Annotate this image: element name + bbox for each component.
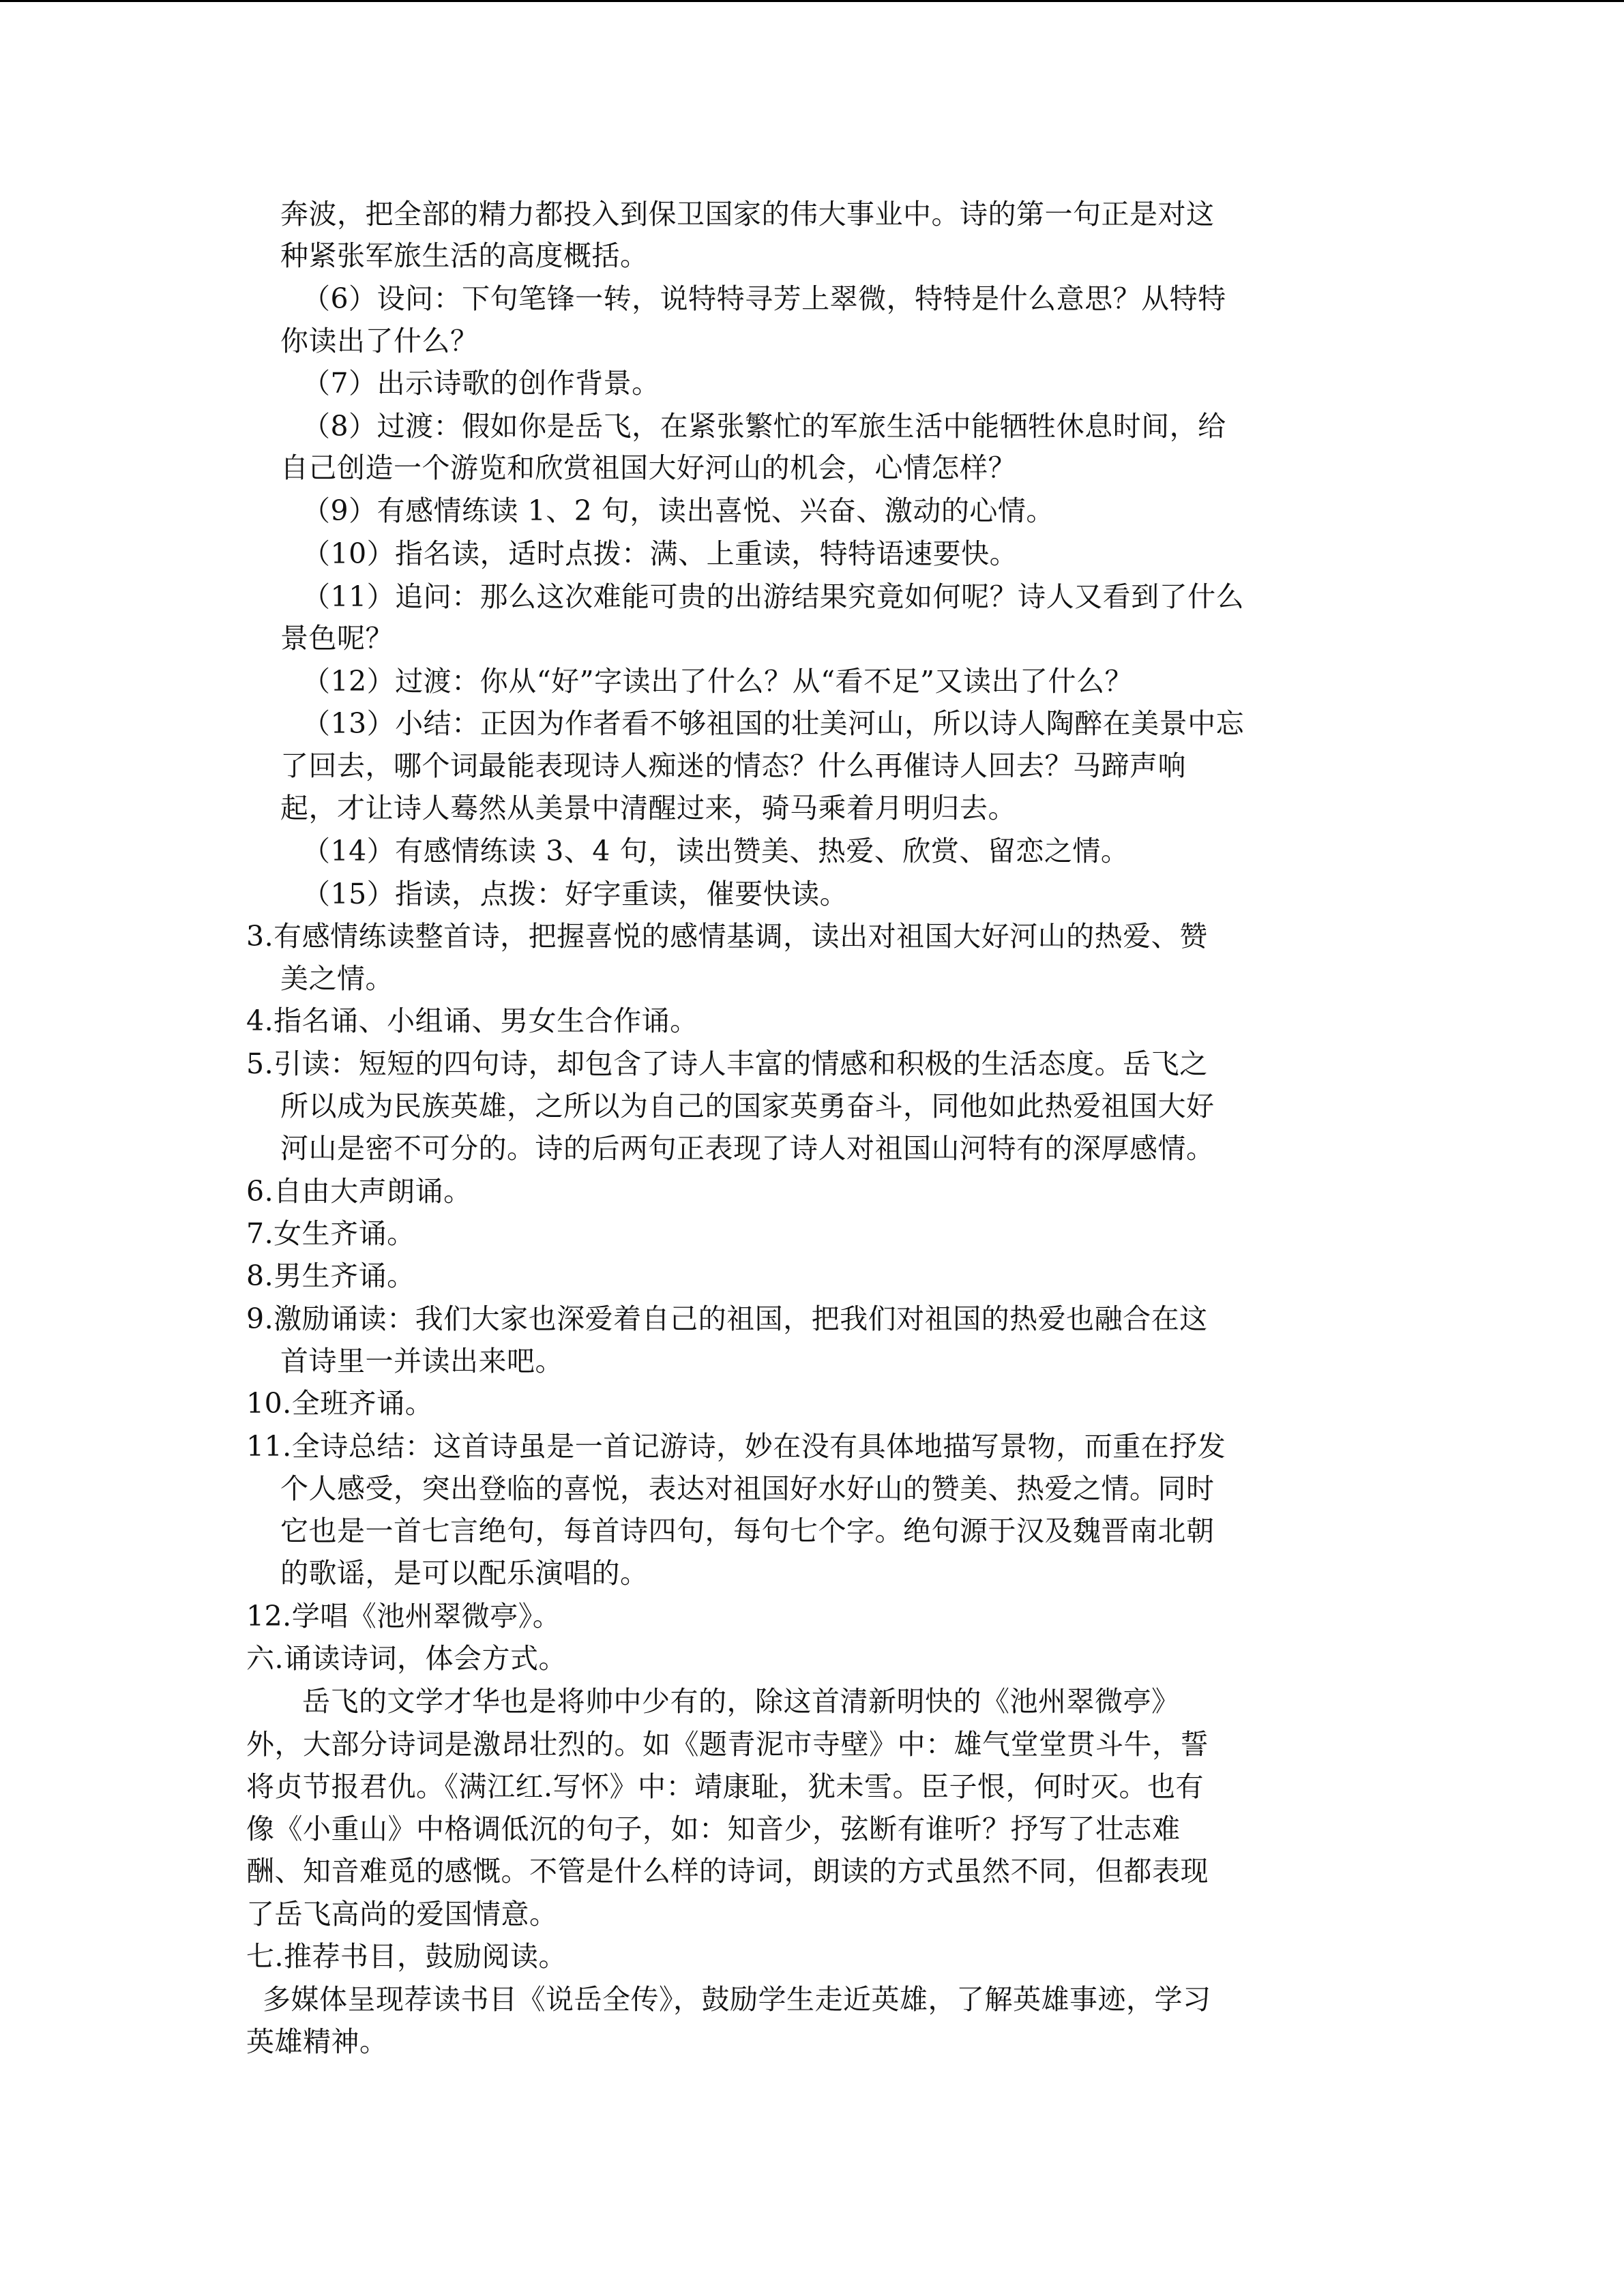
text-line: （11）追问：那么这次难能可贵的出游结果究竟如何呢？诗人又看到了什么 (302, 580, 1245, 613)
text-line: 景色呢？ (280, 622, 394, 655)
text-line: （7）出示诗歌的创作背景。 (302, 367, 660, 400)
text-line: 11.全诗总结：这首诗虽是一首记游诗，妙在没有具体地描写景物，而重在抒发 (246, 1430, 1226, 1463)
text-line: 首诗里一并读出来吧。 (280, 1345, 563, 1377)
text-line: 外，大部分诗词是激昂壮烈的。如《题青泥市寺壁》中：雄气堂堂贯斗牛，誓 (246, 1728, 1209, 1761)
section-heading: 七.推荐书目，鼓励阅读。 (246, 1940, 567, 1973)
text-line: （10）指名读，适时点拨：满、上重读，特特语速要快。 (302, 537, 1018, 570)
text-line: 了回去，哪个词最能表现诗人痴迷的情态？什么再催诗人回去？马蹄声响 (280, 749, 1186, 782)
text-line: 将贞节报君仇。《满江红.写怀》中：靖康耻，犹未雪。臣子恨，何时灭。也有 (246, 1770, 1205, 1803)
text-line: 河山是密不可分的。诗的后两句正表现了诗人对祖国山河特有的深厚感情。 (280, 1132, 1215, 1165)
text-line: 12.学唱《池州翠微亭》。 (246, 1600, 561, 1632)
text-line: 像《小重山》中格调低沉的句子，如：知音少，弦断有谁听？抒写了壮志难 (246, 1813, 1181, 1845)
text-line: （13）小结：正因为作者看不够祖国的壮美河山，所以诗人陶醉在美景中忘 (302, 707, 1245, 740)
text-line: 的歌谣，是可以配乐演唱的。 (280, 1557, 649, 1590)
text-line: 5.引读：短短的四句诗，却包含了诗人丰富的情感和积极的生活态度。岳飞之 (246, 1047, 1208, 1080)
text-line: （15）指读，点拨：好字重读，催要快读。 (302, 878, 848, 910)
text-line: 10.全班齐诵。 (246, 1387, 434, 1420)
text-line: 岳飞的文学才华也是将帅中少有的，除这首清新明快的《池州翠微亭》 (302, 1685, 1180, 1718)
text-line: （8）过渡：假如你是岳飞，在紧张繁忙的军旅生活中能牺牲休息时间，给 (302, 410, 1226, 443)
text-line: 英雄精神。 (246, 2025, 388, 2058)
text-line: 美之情。 (280, 962, 394, 995)
text-line: 8.男生齐诵。 (246, 1259, 415, 1292)
text-line: 个人感受，突出登临的喜悦，表达对祖国好水好山的赞美、热爱之情。同时 (280, 1472, 1215, 1505)
text-line: 了岳飞高尚的爱国情意。 (246, 1898, 558, 1930)
text-line: （9）有感情练读 1、2 句，读出喜悦、兴奋、激动的心情。 (302, 494, 1054, 527)
text-line: （6）设问：下句笔锋一转，说特特寻芳上翠微，特特是什么意思？从特特 (302, 282, 1226, 315)
text-line: 4.指名诵、小组诵、男女生合作诵。 (246, 1004, 698, 1037)
text-line: 奔波，把全部的精力都投入到保卫国家的伟大事业中。诗的第一句正是对这 (280, 198, 1215, 230)
text-line: （12）过渡：你从“好”字读出了什么？从“看不足”又读出了什么？ (302, 665, 1134, 698)
text-line: 酬、知音难觅的感慨。不管是什么样的诗词，朗读的方式虽然不同，但都表现 (246, 1855, 1209, 1888)
text-line: 自己创造一个游览和欣赏祖国大好河山的机会，心情怎样？ (280, 451, 1016, 484)
text-line: 9.激励诵读：我们大家也深爱着自己的祖国，把我们对祖国的热爱也融合在这 (246, 1302, 1208, 1335)
text-line: 起，才让诗人蓦然从美景中清醒过来，骑马乘着月明归去。 (280, 792, 1016, 824)
text-line: （14）有感情练读 3、4 句，读出赞美、热爱、欣赏、留恋之情。 (302, 835, 1130, 867)
text-line: 3.有感情练读整首诗，把握喜悦的感情基调，读出对祖国大好河山的热爱、赞 (246, 920, 1208, 953)
text-line: 你读出了什么？ (280, 325, 479, 357)
text-line: 它也是一首七言绝句，每首诗四句，每句七个字。绝句源于汉及魏晋南北朝 (280, 1515, 1215, 1547)
text-line: 7.女生齐诵。 (246, 1217, 415, 1250)
section-heading: 六.诵读诗词，体会方式。 (246, 1642, 567, 1675)
text-line: 种紧张军旅生活的高度概括。 (280, 239, 649, 272)
text-line: 所以成为民族英雄，之所以为自己的国家英勇奋斗，同他如此热爱祖国大好 (280, 1090, 1215, 1122)
text-line: 6.自由大声朗诵。 (246, 1175, 472, 1208)
text-line: 多媒体呈现荐读书目《说岳全传》，鼓励学生走近英雄，了解英雄事迹，学习 (263, 1983, 1211, 2016)
